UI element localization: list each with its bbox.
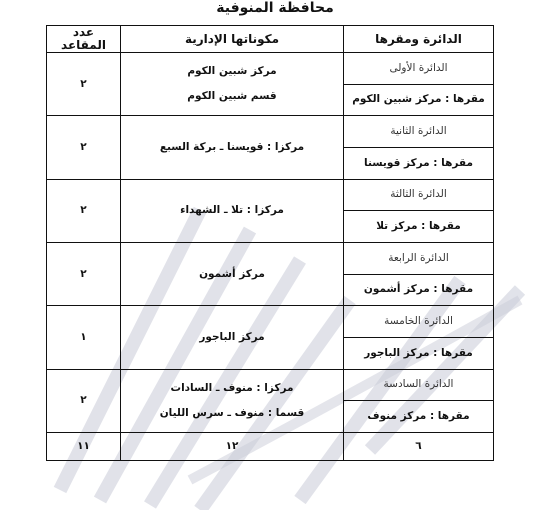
districts-table [46,25,494,461]
district-components [121,306,344,369]
component-line: مركزا : تلا ـ الشهداء [180,204,284,217]
district-hq: مقرها : مركز منوف [344,401,494,433]
header-components: مكوناتها الإدارية [121,26,344,53]
component-line: مركزا : منوف ـ السادات [170,381,294,394]
page-title: محافظة المنوفية [216,0,334,16]
district-hq: مقرها : مركز قويسنا [344,147,494,179]
table-row [47,179,494,211]
district-components [121,116,344,179]
district-name: الدائرة الثانية [344,116,494,148]
header-district: الدائرة ومقرها [344,26,494,53]
component-line: مركزا : قويسنا ـ بركة السبع [159,140,305,153]
total-seats: ١١ [47,432,121,460]
district-seats: ٢ [47,242,121,305]
table-row [47,306,494,338]
table-row [47,53,494,85]
district-name: الدائرة الخامسة [344,306,494,338]
district-seats: ٢ [47,53,121,116]
district-components [121,179,344,242]
table-header-row [47,26,494,53]
district-seats: ٢ [47,179,121,242]
component-line: مركز أشمون [199,267,265,280]
district-name: الدائرة الثالثة [344,179,494,211]
totals-row [47,432,494,460]
total-components: ١٢ [121,432,344,460]
total-districts: ٦ [344,432,494,460]
district-components [121,53,344,116]
district-name: الدائرة الرابعة [344,242,494,274]
table-row [47,242,494,274]
component-line: مركز الباجور [199,330,265,343]
district-hq: مقرها : مركز شبين الكوم [344,84,494,116]
district-seats: ٢ [47,369,121,432]
table-row [47,116,494,148]
district-hq: مقرها : مركز أشمون [344,274,494,306]
district-components [121,369,344,432]
district-name: الدائرة الأولى [344,53,494,85]
district-name: الدائرة السادسة [344,369,494,401]
component-line: قسما : منوف ـ سرس الليان [159,406,305,419]
district-seats: ١ [47,306,121,369]
district-hq: مقرها : مركز الباجور [344,337,494,369]
table-row [47,369,494,401]
district-hq: مقرها : مركز تلا [344,211,494,243]
district-seats: ٢ [47,116,121,179]
component-line: قسم شبين الكوم [187,90,277,103]
component-line: مركز شبين الكوم [187,65,277,78]
header-seats: عدد المقاعد [47,26,121,53]
district-components [121,242,344,305]
